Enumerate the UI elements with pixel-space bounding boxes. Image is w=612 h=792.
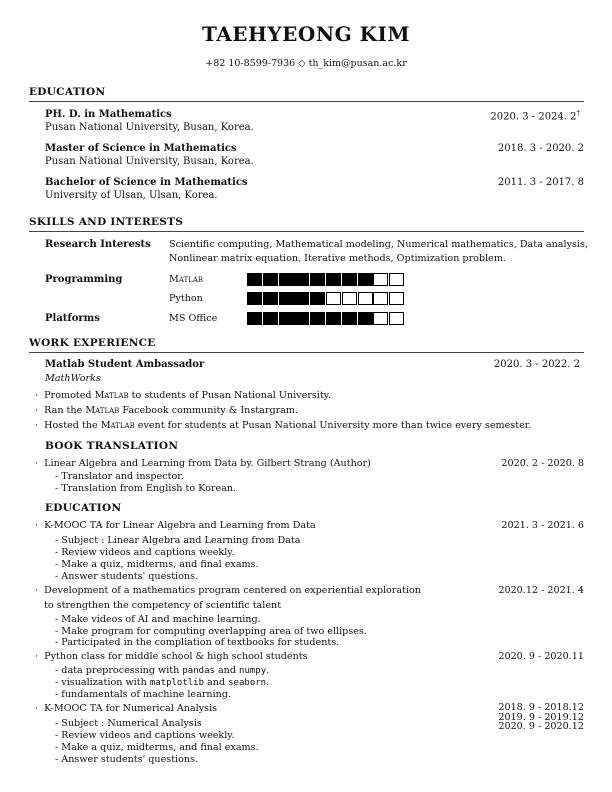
- contact-line: [0, 58, 612, 69]
- school-phd: Pusan National University, Busan, Korea.: [45, 122, 254, 133]
- work-title: Matlab Student Ambassador: [45, 359, 205, 370]
- bullet-text: event for students at Pusan National University more than twice every semester.: [134, 420, 532, 431]
- skill-cell-filled: [326, 273, 341, 286]
- book-sub-text: Translation from English to Korean.: [61, 483, 237, 494]
- program-item: · Development of a mathematics program centered on experiential exploration: [35, 585, 421, 596]
- platforms-label: Platforms: [45, 313, 100, 324]
- kmooc1-sub: - Review videos and captions weekly.: [55, 547, 235, 558]
- python-sub-text: visualization with: [61, 677, 150, 688]
- kmooc1-item: · K-MOOC TA for Linear Algebra and Learning from Data: [35, 520, 316, 531]
- kmooc2-sub-text: Make a quiz, midterms, and final exams.: [61, 742, 259, 753]
- book-item-text: Linear Algebra and Learning from Data by. Gilbert Strang (Author): [44, 458, 371, 469]
- program-title-line1: Development of a mathematics program centered on experiential exploration: [44, 585, 421, 596]
- book-sub: - Translator and inspector.: [55, 471, 184, 482]
- research-interests-line2: Nonlinear matrix equation, Iterative methods, Optimization problem.: [169, 253, 506, 264]
- skill-cell-empty: [389, 273, 404, 286]
- kmooc2-sub-text: Answer students' questions.: [61, 754, 199, 765]
- skill-cell-filled: [294, 292, 309, 305]
- python-dates: 2020. 9 - 2020.11: [498, 651, 584, 662]
- python-sub-text: .: [266, 677, 270, 688]
- code-seaborn: seaborn: [228, 678, 267, 688]
- subheading-teaching: EDUCATION: [45, 502, 122, 514]
- dates-phd-text: 2020. 3 - 2024. 2: [490, 111, 577, 123]
- kmooc1-sub: - Subject : Linear Algebra and Learning from Data: [55, 535, 301, 546]
- skill-cell-filled: [247, 292, 262, 305]
- kmooc1-title: K-MOOC TA for Linear Algebra and Learning from Data: [44, 520, 316, 531]
- kmooc1-sub: - Answer students' questions.: [55, 571, 199, 582]
- skill-cell-filled: [310, 292, 325, 305]
- kmooc2-dates-2: 2019. 9 - 2019.12: [498, 712, 584, 723]
- skill-name-msoffice: MS Office: [169, 313, 218, 324]
- python-sub-text: and: [214, 665, 240, 676]
- section-heading-education: EDUCATION: [29, 86, 584, 102]
- skill-cell-filled: [247, 273, 262, 286]
- kmooc2-sub-text: Review videos and captions weekly.: [61, 730, 235, 741]
- python-sub-text: .: [266, 665, 270, 676]
- skill-cell-filled: [358, 312, 373, 325]
- book-item: · Linear Algebra and Learning from Data by. Gilbert Strang (Author): [35, 458, 371, 469]
- kmooc2-item: · K-MOOC TA for Numerical Analysis: [35, 703, 218, 714]
- matlab-term: Matlab: [100, 420, 135, 431]
- skill-cell-filled: [263, 273, 278, 286]
- work-bullet: · Ran the Matlab Facebook community & Instargram.: [35, 405, 299, 416]
- research-interests-line1: Scientific computing, Mathematical modeling, Numerical mathematics, Data analysis,: [169, 239, 588, 250]
- resume-name: TAEHYEONG KIM: [201, 22, 411, 46]
- program-sub: - Make program for computing overlapping area of two ellipses.: [55, 626, 367, 637]
- bullet-text: Hosted the: [44, 420, 101, 431]
- kmooc2-sub: - Subject : Numerical Analysis: [55, 718, 202, 729]
- skill-cell-empty: [389, 312, 404, 325]
- python-sub-text: and: [204, 677, 229, 688]
- degree-ms: Master of Science in Mathematics: [45, 143, 237, 154]
- dagger-note: †: [576, 109, 580, 117]
- book-sub: - Translation from English to Korean.: [55, 483, 237, 494]
- python-sub: - data preprocessing with pandas and numpy.: [55, 665, 270, 676]
- email-address[interactable]: th_kim@pusan.ac.kr: [308, 58, 407, 69]
- skill-cell-filled: [358, 273, 373, 286]
- work-bullet: · Promoted Matlab to students of Pusan National University.: [35, 390, 331, 401]
- python-sub: - visualization with matplotlib and seaborn.: [55, 677, 270, 688]
- skill-cell-filled: [263, 292, 278, 305]
- skill-name-matlab: Matlab: [169, 274, 204, 285]
- work-dates: 2020. 3 - 2022. 2: [493, 359, 580, 370]
- skill-cell-filled: [279, 273, 294, 286]
- skill-bar-msoffice: [247, 312, 405, 325]
- section-heading-skills: SKILLS AND INTERESTS: [29, 216, 584, 232]
- degree-bs: Bachelor of Science in Mathematics: [45, 177, 248, 188]
- book-dates: 2020. 2 - 2020. 8: [501, 458, 584, 469]
- kmooc2-title: K-MOOC TA for Numerical Analysis: [44, 703, 218, 714]
- skill-cell-filled: [294, 273, 309, 286]
- python-sub-text: fundamentals of machine learning.: [61, 689, 232, 700]
- kmooc2-dates-1: 2018. 9 - 2018.12: [498, 702, 584, 713]
- program-sub-text: Make videos of AI and machine learning.: [61, 614, 261, 625]
- kmooc2-sub-text: Subject : Numerical Analysis: [61, 718, 202, 729]
- kmooc1-sub: - Make a quiz, midterms, and final exams.: [55, 559, 259, 570]
- skill-cell-filled: [326, 312, 341, 325]
- program-title-line2: to strengthen the competency of scientific talent: [44, 600, 282, 611]
- bullet-text: Facebook community & Instargram.: [119, 405, 299, 416]
- kmooc1-sub-text: Review videos and captions weekly.: [61, 547, 235, 558]
- skill-cell-filled: [310, 312, 325, 325]
- book-sub-text: Translator and inspector.: [61, 471, 184, 482]
- python-sub-text: data preprocessing with: [61, 665, 183, 676]
- bullet-text: to students of Pusan National University.: [128, 390, 331, 401]
- kmooc1-sub-text: Make a quiz, midterms, and final exams.: [61, 559, 259, 570]
- skill-cell-empty: [373, 312, 388, 325]
- skill-cell-empty: [342, 292, 357, 305]
- code-numpy: numpy: [239, 666, 267, 676]
- program-sub: - Participated in the compliation of textbooks for students.: [55, 637, 340, 648]
- skill-cell-filled: [342, 273, 357, 286]
- programming-label: Programming: [45, 274, 123, 285]
- program-dates: 2020.12 - 2021. 4: [498, 585, 584, 596]
- section-heading-work: WORK EXPERIENCE: [29, 337, 584, 353]
- skill-bar-matlab: [247, 273, 405, 286]
- kmooc2-dates-3: 2020. 9 - 2020.12: [498, 721, 584, 732]
- skill-cell-filled: [294, 312, 309, 325]
- work-bullet: · Hosted the Matlab event for students at Pusan National University more than twice every semester.: [35, 420, 532, 431]
- skill-cell-empty: [358, 292, 373, 305]
- diamond-separator-icon: ◇: [298, 58, 306, 69]
- dates-phd: [440, 109, 580, 122]
- code-pandas: pandas: [182, 666, 215, 676]
- skill-cell-filled: [342, 312, 357, 325]
- skill-cell-empty: [373, 273, 388, 286]
- matlab-term: Matlab: [94, 390, 129, 401]
- bullet-text: Ran the: [44, 405, 86, 416]
- kmooc1-sub-text: Answer students' questions.: [61, 571, 199, 582]
- skill-cell-filled: [279, 292, 294, 305]
- python-title: Python class for middle school & high school students: [44, 651, 308, 662]
- dates-bs: 2011. 3 - 2017. 8: [497, 177, 584, 188]
- skill-cell-filled: [247, 312, 262, 325]
- program-sub-text: Participated in the compliation of textbooks for students.: [61, 637, 340, 648]
- skill-bar-python: [247, 292, 405, 305]
- subheading-book-translation: BOOK TRANSLATION: [45, 440, 179, 452]
- kmooc2-sub: - Review videos and captions weekly.: [55, 730, 235, 741]
- skill-name-python: Python: [169, 293, 203, 304]
- skill-cell-filled: [263, 312, 278, 325]
- bullet-text: Promoted: [44, 390, 95, 401]
- dates-ms: 2018. 3 - 2020. 2: [497, 143, 584, 154]
- python-item: · Python class for middle school & high school students: [35, 651, 308, 662]
- program-sub: - Make videos of AI and machine learning.: [55, 614, 261, 625]
- skill-cell-filled: [310, 273, 325, 286]
- kmooc1-dates: 2021. 3 - 2021. 6: [501, 520, 584, 531]
- skill-cell-empty: [326, 292, 341, 305]
- code-matplotlib: matplotlib: [149, 678, 204, 688]
- degree-phd: PH. D. in Mathematics: [45, 109, 172, 120]
- skill-cell-empty: [389, 292, 404, 305]
- python-sub: - fundamentals of machine learning.: [55, 689, 232, 700]
- program-sub-text: Make program for computing overlapping area of two ellipses.: [61, 626, 367, 637]
- kmooc1-sub-text: Subject : Linear Algebra and Learning from Data: [61, 535, 301, 546]
- school-ms: Pusan National University, Busan, Korea.: [45, 156, 254, 167]
- work-org: MathWorks: [45, 373, 101, 384]
- skill-cell-empty: [373, 292, 388, 305]
- kmooc2-sub: - Make a quiz, midterms, and final exams.: [55, 742, 259, 753]
- kmooc2-sub: - Answer students' questions.: [55, 754, 199, 765]
- matlab-term: Matlab: [85, 405, 120, 416]
- skill-cell-filled: [279, 312, 294, 325]
- phone-number: +82 10-8599-7936: [205, 58, 296, 69]
- school-bs: University of Ulsan, Ulsan, Korea.: [45, 190, 218, 201]
- research-interests-label: Research Interests: [45, 239, 151, 250]
